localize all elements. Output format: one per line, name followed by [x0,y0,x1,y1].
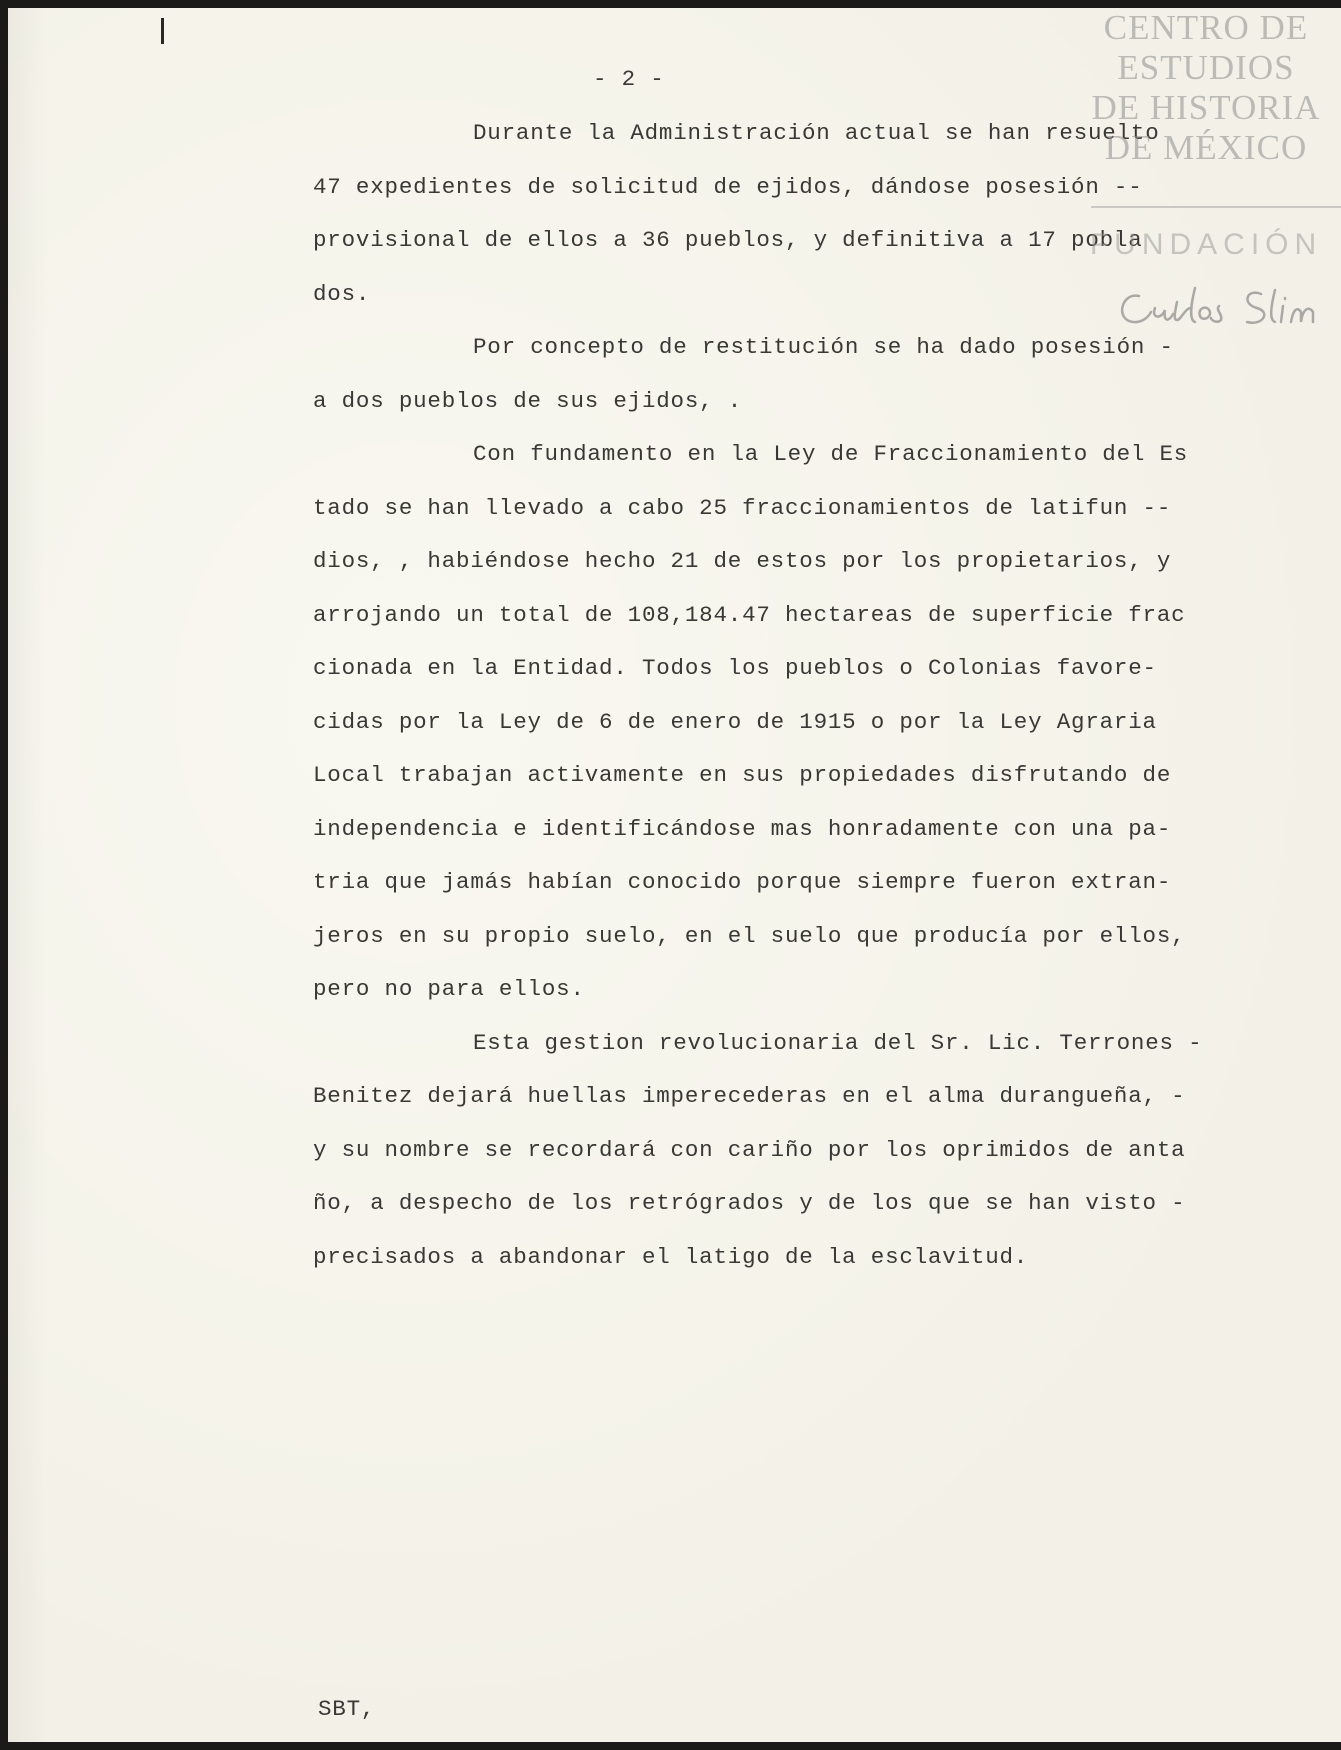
signature-logo-icon [1111,278,1341,338]
text-line: cionada en la Entidad. Todos los pueblos o Colonias favore- [313,655,1157,681]
text-line: Local trabajan activamente en sus propiedades disfrutando de [313,762,1172,788]
text-line: arrojando un total de 108,184.47 hectareas de superficie frac [313,601,1186,628]
archive-watermark [1071,8,1341,338]
text-line: precisados a abandonar el latigo de la esclavitud. [313,1243,1029,1270]
page-number: - 2 - [593,66,665,92]
text-line: tado se han llevado a cabo 25 fraccionamientos de latifun -- [313,494,1172,521]
text-line: Por concepto de restitución se ha dado posesión - [473,334,1174,360]
text-line: a dos pueblos de sus ejidos, . [313,387,743,414]
text-line: provisional de ellos a 36 pueblos, y definitiva a 17 pobla [313,227,1143,253]
text-line: jeros en su propio suelo, en el suelo que producía por ellos, [313,922,1186,949]
text-line: Esta gestion revolucionaria del Sr. Lic. Terrones - [473,1029,1203,1056]
watermark-divider [1091,206,1341,208]
text-line: 47 expedientes de solicitud de ejidos, dándose posesión -- [313,173,1143,200]
margin-mark [161,18,164,44]
typist-initials: SBT, [318,1696,376,1722]
watermark-fundacion: FUNDACIÓN [1089,228,1323,261]
text-line: pero no para ellos. [313,976,585,1002]
text-line: Con fundamento en la Ley de Fraccionamiento del Es [473,441,1189,467]
watermark-line: DE MÉXICO [1104,128,1308,167]
text-line: dos. [313,280,371,307]
text-line: y su nombre se recordará con cariño por los oprimidos de anta [313,1136,1186,1163]
watermark-line: ESTUDIOS [1117,48,1295,87]
text-line: ño, a despecho de los retrógrados y de los que se han visto - [313,1190,1186,1216]
text-line: Durante la Administración actual se han resuelto [473,120,1160,146]
text-line: Benitez dejará huellas imperecederas en el alma duranguеña, - [313,1083,1186,1109]
text-line: tria que jamás habían conocido porque siempre fueron extran- [313,869,1172,895]
watermark-line: DE HISTORIA [1091,88,1321,127]
text-line: cidas por la Ley de 6 de enero de 1915 o por la Ley Agraria [313,708,1157,735]
watermark-line: CENTRO DE [1103,8,1309,47]
text-line: dios, , habiéndose hecho 21 de estos por los propietarios, y [313,548,1172,574]
text-line: independencia e identificándose mas honradamente con una pa- [313,815,1172,842]
